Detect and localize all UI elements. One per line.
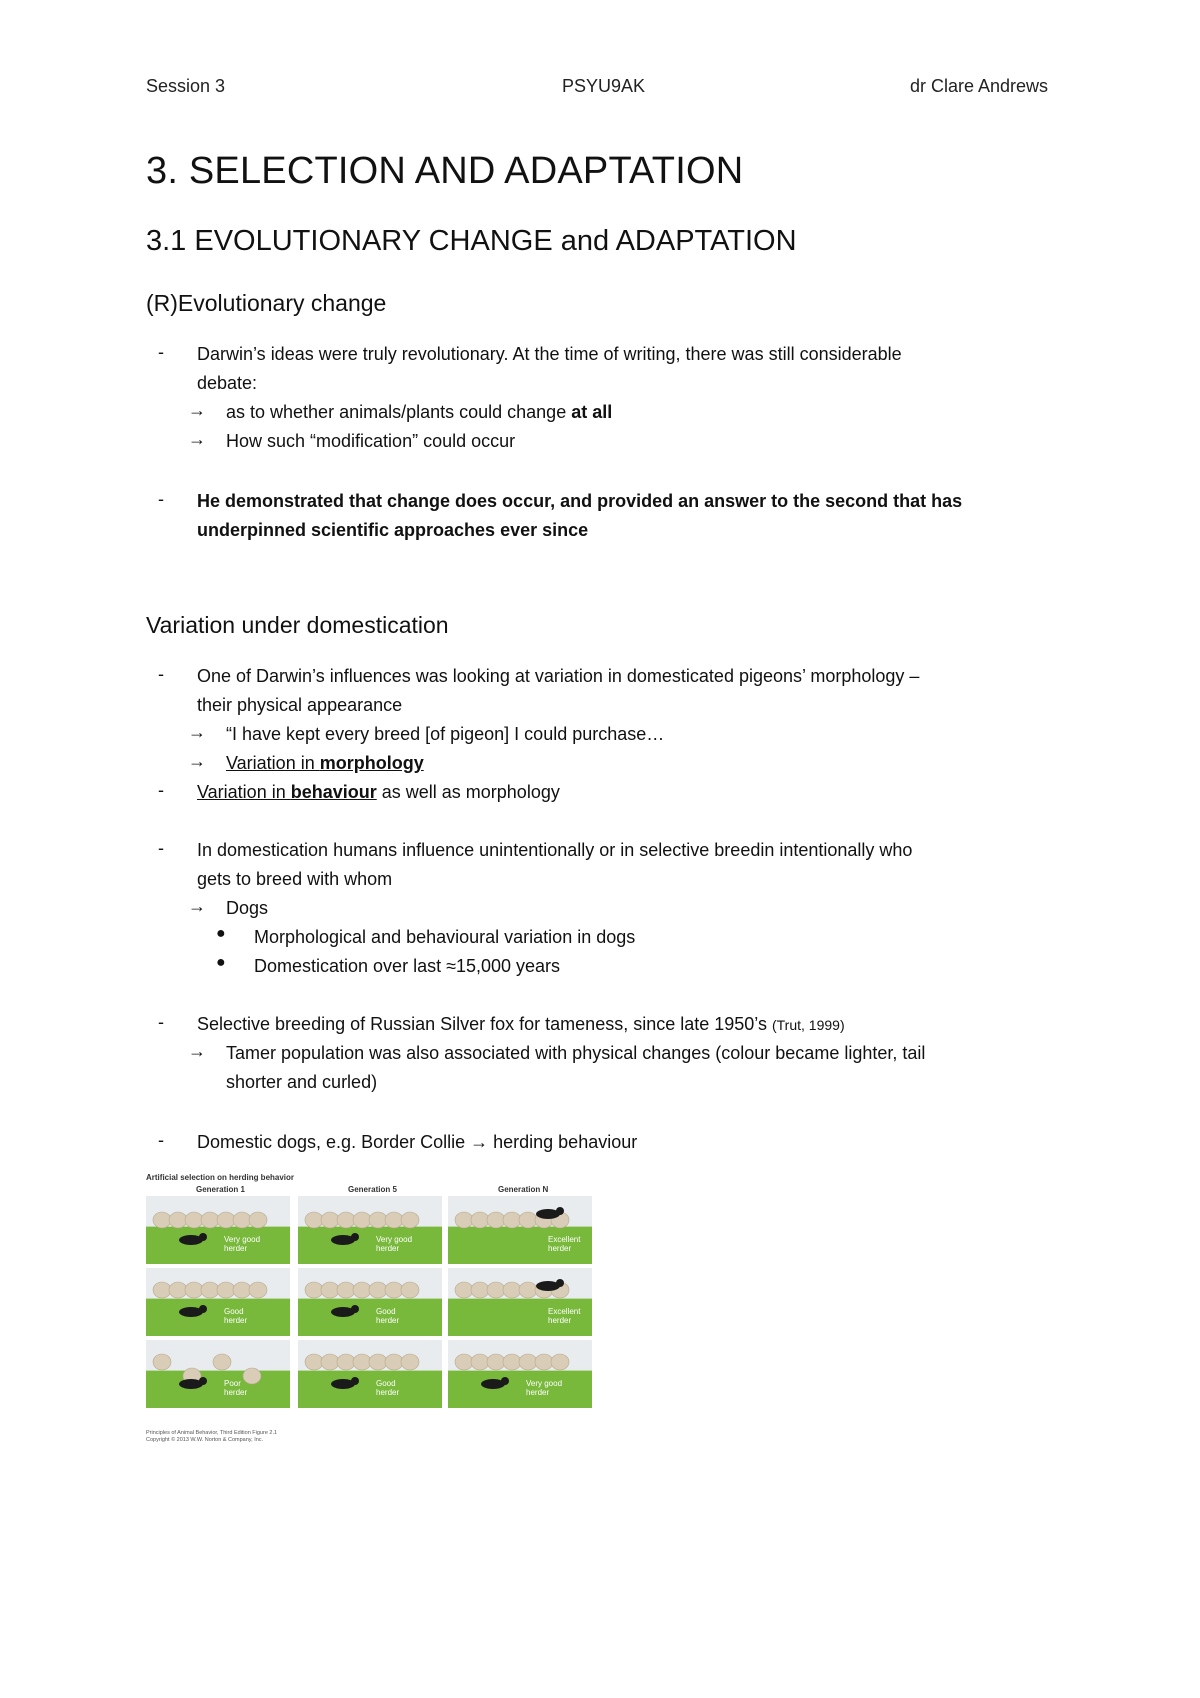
herder-quality-label: Excellent: [548, 1307, 581, 1316]
paragraph-line: One of Darwin’s influences was looking at variation in domesticated pigeons’ morphology –: [197, 666, 920, 686]
herder-quality-label: Very good: [224, 1235, 261, 1244]
variation-text: Variation in: [226, 753, 320, 773]
sheep: [213, 1354, 231, 1370]
arrow-bullet: →: [188, 722, 206, 742]
sheep: [233, 1212, 251, 1228]
generation-label: Generation 5: [348, 1185, 397, 1194]
paragraph-line: their physical appearance: [197, 695, 403, 715]
heading-revolutionary-change: (R)Evolutionary change: [146, 290, 387, 316]
sheep: [353, 1282, 371, 1298]
sheep: [249, 1212, 267, 1228]
panel-grass: [448, 1371, 592, 1408]
panel-grass: [146, 1299, 290, 1336]
sheep: [337, 1282, 355, 1298]
section-title: 3.1 EVOLUTIONARY CHANGE and ADAPTATION: [146, 225, 797, 257]
arrow-bullet: →: [188, 751, 206, 771]
dog-head: [351, 1305, 359, 1313]
sheep: [471, 1354, 489, 1370]
sheep: [153, 1212, 171, 1228]
sheep: [217, 1282, 235, 1298]
sheep: [305, 1282, 323, 1298]
emphasis: behaviour: [290, 782, 377, 802]
paragraph-line-bold: He demonstrated that change does occur, and provided an answer to the second that has: [197, 491, 963, 511]
sheep: [321, 1354, 339, 1370]
herder-quality-label: herder: [548, 1316, 572, 1325]
variation-text: Variation in: [197, 782, 291, 802]
paragraph-line: In domestication humans influence unintentionally or in selective breedin intentionally who: [197, 840, 913, 860]
variation-morphology: [226, 751, 424, 775]
herder-quality-label: herder: [548, 1244, 572, 1253]
herder-quality-label: Good: [376, 1379, 396, 1388]
figure-copyright: Copyright © 2013 W.W. Norton & Company, Inc.: [146, 1437, 264, 1442]
dog-head: [501, 1377, 509, 1385]
sub-point: How such “modification” could occur: [226, 431, 516, 451]
figure-title: Artificial selection on herding behavior: [146, 1173, 295, 1182]
arrow-bullet: →: [188, 896, 206, 916]
emphasis: at all: [571, 402, 613, 422]
herder-quality-label: Good: [376, 1307, 396, 1316]
sheep: [353, 1212, 371, 1228]
sheep: [455, 1212, 473, 1228]
variation-behaviour: [197, 780, 560, 804]
figure-credit: Principles of Animal Behavior, Third Edition Figure 2.1: [146, 1430, 278, 1436]
herder-quality-label: herder: [224, 1244, 248, 1253]
herder-quality-label: Poor: [224, 1379, 241, 1388]
arrow-bullet: →: [188, 429, 206, 449]
dog-head: [199, 1377, 207, 1385]
sheep: [153, 1354, 171, 1370]
paragraph-line: debate:: [197, 373, 258, 393]
sheep: [243, 1368, 261, 1384]
paragraph-line: Domestic dogs, e.g. Border Collie → herding behaviour: [197, 1132, 638, 1152]
dog-head: [199, 1233, 207, 1241]
paragraph-line: Darwin’s ideas were truly revolutionary. At the time of writing, there was still considerable: [197, 344, 902, 364]
sheep: [385, 1212, 403, 1228]
herder-quality-label: herder: [526, 1388, 550, 1397]
sheep: [401, 1354, 419, 1370]
dash-bullet: -: [158, 780, 164, 800]
sheep: [233, 1282, 251, 1298]
herder-quality-label: Very good: [376, 1235, 413, 1244]
dash-bullet: -: [158, 838, 164, 858]
page-title: 3. SELECTION AND ADAPTATION: [146, 150, 744, 192]
dog-head: [351, 1233, 359, 1241]
sheep: [519, 1212, 537, 1228]
sheep: [153, 1282, 171, 1298]
sheep: [487, 1354, 505, 1370]
panel-grass: [298, 1299, 442, 1336]
quote-line: “I have kept every breed [of pigeon] I could purchase…: [226, 724, 665, 744]
sheep: [385, 1354, 403, 1370]
herder-quality-label: herder: [224, 1316, 248, 1325]
arrow-bullet: →: [188, 400, 206, 420]
dog-head: [199, 1305, 207, 1313]
sheep: [519, 1354, 537, 1370]
dog-head: [556, 1207, 564, 1215]
sheep: [353, 1354, 371, 1370]
sheep: [305, 1354, 323, 1370]
sheep: [385, 1282, 403, 1298]
emphasis: morphology: [319, 753, 424, 773]
heading-variation-domestication: Variation under domestication: [146, 612, 449, 638]
dash-bullet: -: [158, 342, 164, 362]
paragraph-line: gets to breed with whom: [197, 869, 393, 889]
header-course-code: PSYU9AK: [562, 76, 646, 96]
header-session: Session 3: [146, 76, 226, 96]
sub-point: Tamer population was also associated with physical changes (colour became lighter, tail: [226, 1043, 926, 1063]
sheep: [337, 1354, 355, 1370]
sheep: [503, 1282, 521, 1298]
sheep: [185, 1212, 203, 1228]
sub-point-text: as to whether animals/plants could change: [226, 402, 572, 422]
sheep: [169, 1212, 187, 1228]
paragraph-line: [197, 1012, 845, 1037]
sub-point: shorter and curled): [226, 1072, 378, 1092]
herder-quality-label: herder: [376, 1244, 400, 1253]
dash-bullet: -: [158, 1130, 164, 1150]
sheep: [487, 1212, 505, 1228]
panel-grass: [146, 1371, 290, 1408]
panel-grass: [298, 1371, 442, 1408]
dash-bullet: -: [158, 1012, 164, 1032]
paragraph-line-bold: underpinned scientific approaches ever since: [197, 520, 589, 540]
sheep: [337, 1212, 355, 1228]
herder-quality-label: herder: [224, 1388, 248, 1397]
round-bullet: ●: [216, 954, 226, 971]
herder-quality-label: Good: [224, 1307, 244, 1316]
dog-head: [351, 1377, 359, 1385]
round-bullet: ●: [216, 925, 226, 942]
panel-grass: [298, 1227, 442, 1264]
header-author: dr Clare Andrews: [910, 76, 1049, 96]
sheep: [401, 1282, 419, 1298]
sheep: [201, 1282, 219, 1298]
sheep: [201, 1212, 219, 1228]
herding-figure-svg: [146, 1172, 596, 1442]
sheep: [217, 1212, 235, 1228]
generation-label: Generation N: [498, 1185, 549, 1194]
sheep: [169, 1282, 187, 1298]
sheep: [551, 1354, 569, 1370]
bullet-text: Domestication over last ≈15,000 years: [254, 956, 561, 976]
sheep: [249, 1282, 267, 1298]
generation-label: Generation 1: [196, 1185, 245, 1194]
herder-quality-label: Very good: [526, 1379, 563, 1388]
fox-text: Selective breeding of Russian Silver fox for tameness, since late 1950’s: [197, 1014, 772, 1034]
dash-bullet: -: [158, 664, 164, 684]
sheep: [401, 1212, 419, 1228]
sheep: [503, 1354, 521, 1370]
herder-quality-label: herder: [376, 1316, 400, 1325]
sheep: [369, 1212, 387, 1228]
sheep: [471, 1212, 489, 1228]
citation: (Trut, 1999): [771, 1017, 845, 1033]
panel-grass: [146, 1227, 290, 1264]
sheep: [535, 1354, 553, 1370]
herding-selection-figure: [146, 1172, 596, 1442]
sheep: [369, 1282, 387, 1298]
sheep: [321, 1212, 339, 1228]
sheep: [519, 1282, 537, 1298]
bullet-text: Morphological and behavioural variation in dogs: [254, 927, 636, 947]
sheep: [305, 1212, 323, 1228]
sheep: [455, 1354, 473, 1370]
variation-text-tail: as well as morphology: [376, 782, 560, 802]
sheep: [369, 1354, 387, 1370]
sheep: [321, 1282, 339, 1298]
dash-bullet: -: [158, 489, 164, 509]
sheep: [185, 1282, 203, 1298]
herder-quality-label: herder: [376, 1388, 400, 1397]
herder-quality-label: Excellent: [548, 1235, 581, 1244]
sheep: [503, 1212, 521, 1228]
sub-point: Dogs: [226, 898, 269, 918]
sheep: [471, 1282, 489, 1298]
sheep: [487, 1282, 505, 1298]
sheep: [455, 1282, 473, 1298]
arrow-bullet: →: [188, 1041, 206, 1061]
sub-point: [226, 400, 612, 424]
dog-head: [556, 1279, 564, 1287]
